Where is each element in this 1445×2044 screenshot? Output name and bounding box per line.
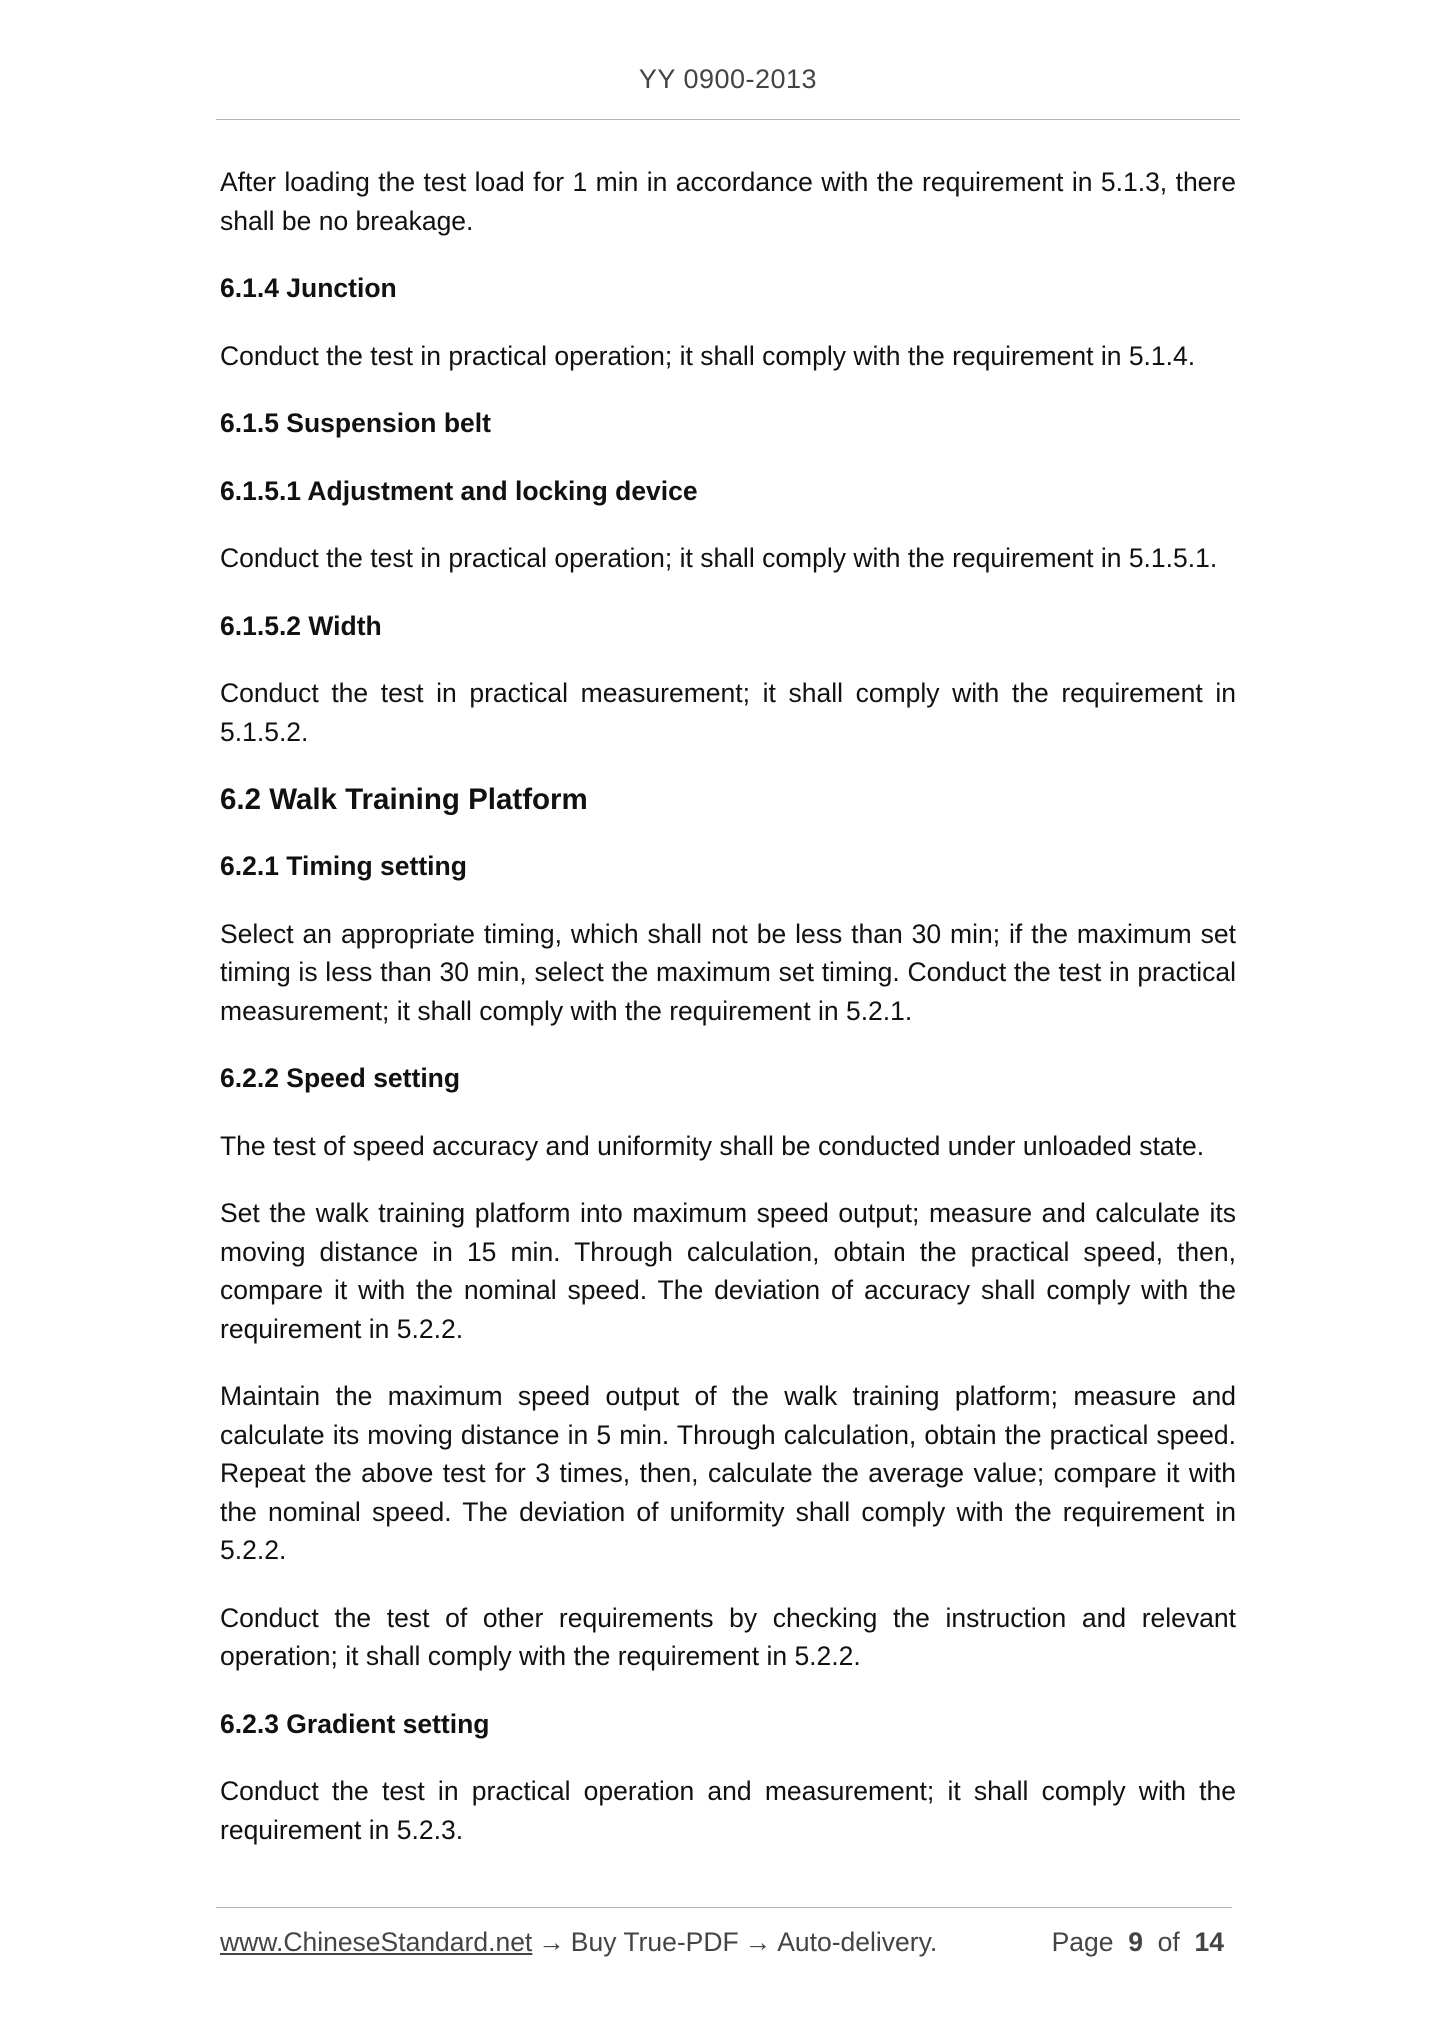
heading-suspension-belt: 6.1.5 Suspension belt [220, 408, 491, 438]
paragraph-width: Conduct the test in practical measurement; it shall comply with the requirement in 5.1.5.2. [220, 678, 1236, 747]
paragraph-breakage: After loading the test load for 1 min in accordance with the requirement in 5.1.3, there shall be no breakage. [220, 167, 1236, 236]
heading-width: 6.1.5.2 Width [220, 610, 382, 641]
of-label: of [1157, 1927, 1180, 1957]
arrow-right-icon: → [744, 1927, 772, 1957]
paragraph-adjustment: Conduct the test in practical operation; it shall comply with the requirement in 5.1.5.1. [220, 543, 1218, 573]
heading-adjustment-locking: 6.1.5.1 Adjustment and locking device [220, 475, 698, 506]
heading-timing-setting: 6.2.1 Timing setting [220, 851, 467, 881]
website-link[interactable]: www.ChineseStandard.net [220, 1927, 533, 1957]
heading-junction: 6.1.4 Junction [220, 273, 397, 303]
page-label: Page [1051, 1927, 1114, 1957]
paragraph-speed-accuracy: Set the walk training platform into maximum speed output; measure and calculate its moving distance in 15 min. Through calculation, obtain the practical speed, then, compare it with the nominal speed. The deviation of accuracy shall comply with the requirement in 5.2.2. [220, 1198, 1236, 1344]
paragraph-speed-unloaded: The test of speed accuracy and uniformity shall be conducted under unloaded state. [220, 1130, 1205, 1161]
section-heading-walk-platform: 6.2 Walk Training Platform [220, 783, 588, 816]
document-code-header: YY 0900-2013 [638, 64, 818, 94]
page-total: 14 [1194, 1927, 1224, 1957]
heading-speed-setting: 6.2.2 Speed setting [220, 1063, 461, 1093]
page-content [220, 163, 1236, 1878]
arrow-right-icon: → [538, 1927, 565, 1957]
paragraph-other-requirements: Conduct the test of other requirements by checking the instruction and relevant operation; it shall comply with the requirement in 5.2.2. [220, 1602, 1236, 1671]
page-number [1052, 1924, 1224, 1960]
footer-promo [220, 1924, 937, 1960]
page-current: 9 [1128, 1927, 1143, 1957]
buy-true-pdf-text: Buy True-PDF [570, 1927, 739, 1957]
paragraph-timing: Select an appropriate timing, which shall not be less than 30 min; if the maximum set timing is less than 30 min, select the maximum set timing. Conduct the test in practical measurement; it shall comply with the requirement in 5.2.1. [220, 918, 1236, 1026]
heading-gradient-setting: 6.2.3 Gradient setting [220, 1708, 490, 1739]
header-divider [216, 119, 1240, 120]
paragraph-speed-uniformity: Maintain the maximum speed output of the walk training platform; measure and calculate its moving distance in 5 min. Through calculation, obtain the practical speed. Repeat the above test for 3 times, then, calculate the average value; compare it with the nominal speed. The deviation of uniformity shall comply with the requirement in 5.2.2. [220, 1381, 1236, 1565]
footer-divider [216, 1907, 1232, 1908]
auto-delivery-text: Auto-delivery. [777, 1927, 938, 1957]
paragraph-junction: Conduct the test in practical operation; it shall comply with the requirement in 5.1.4. [220, 340, 1196, 371]
paragraph-gradient: Conduct the test in practical operation and measurement; it shall comply with the requirement in 5.2.3. [220, 1776, 1236, 1845]
